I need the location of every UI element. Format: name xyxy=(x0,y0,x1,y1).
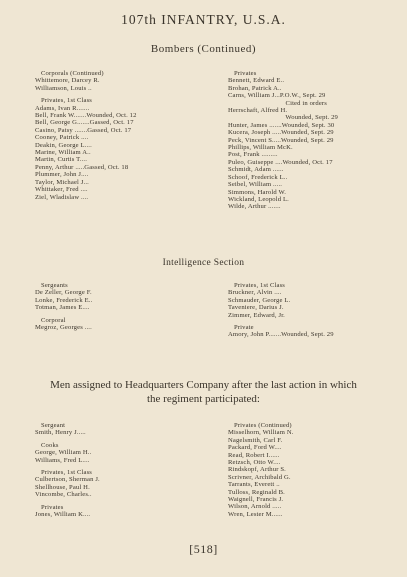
roster-entry: Vincombe, Charles.. xyxy=(35,491,92,499)
hq-assignment-line-1: Men assigned to Headquarters Company after the last action in which xyxy=(50,379,357,391)
roster-entry: Wilde, Arthur ....... xyxy=(228,203,281,211)
roster-entry: Read, Robert I...... xyxy=(228,451,280,459)
roster-entry: Williams, Fred L.... xyxy=(35,456,90,464)
roster-entry: Penny, Arthur .....Gassed, Oct. 18 xyxy=(35,163,129,171)
roster-entry: Jones, William K.... xyxy=(35,511,91,519)
intel-right-column xyxy=(228,282,334,339)
roster-entry: Peck, Vincent S.....Wounded, Sept. 29 xyxy=(228,136,334,144)
roster-entry: Smith, Henry J..... xyxy=(35,429,86,437)
roster-entry: Bell, George G.......Gassed, Oct. 17 xyxy=(35,119,134,127)
intelligence-section-title: Intelligence Section xyxy=(162,258,245,268)
roster-entry: Packard, Ford W.... xyxy=(228,444,282,452)
rank-subheading: Private xyxy=(234,324,254,332)
roster-entry: Shellhouse, Paul H. xyxy=(35,483,90,491)
rank-subheading: Privates (Continued) xyxy=(234,422,292,429)
roster-entry: Marine, William A.. xyxy=(35,149,91,157)
roster-entry: Taylor, Michael J... xyxy=(35,178,89,186)
bombers-left-column xyxy=(35,70,137,201)
roster-entry: Post, Frank ......... xyxy=(228,151,278,159)
roster-entry: Nagelsmith, Carl F. xyxy=(228,436,283,444)
rank-subheading: Privates xyxy=(234,70,257,77)
roster-entry: Wickland, Leopold L. xyxy=(228,195,289,203)
roster-entry: Herrschaft, Alfred H. xyxy=(228,107,288,115)
roster-entry: Zimmer, Edward, Jr. xyxy=(228,311,285,319)
page-number: [518] xyxy=(189,542,218,556)
roster-entry: Waignell, Francis J. xyxy=(228,496,284,504)
roster-entry: Bruckner, Alvin .... xyxy=(228,289,282,297)
roster-entry: Bell, Frank W.......Wounded, Oct. 12 xyxy=(35,112,137,120)
roster-entry: Wilson, Arnold ..... xyxy=(228,503,282,511)
rank-subheading: Privates, 1st Class xyxy=(41,469,93,477)
hq-assignment-line-2: the regiment participated: xyxy=(146,393,260,405)
roster-entry: Brohan, Patrick A.. xyxy=(228,84,282,92)
roster-entry: Schmidt, Adam ...... xyxy=(228,166,284,174)
hq-right-column xyxy=(228,422,294,518)
rank-subheading: Sergeants xyxy=(41,282,68,289)
roster-entry: Adams, Ivan R....... xyxy=(35,104,90,112)
roster-entry: Phillips, William McK. xyxy=(228,144,293,152)
roster-entry: Schmauder, George L. xyxy=(228,296,291,304)
rank-subheading: Sergeant xyxy=(41,422,66,429)
rank-subheading: Privates xyxy=(41,503,64,511)
roster-entry: Hunter, James .......Wounded, Sept. 30 xyxy=(228,121,335,129)
roster-entry: Whittemore, Darcey R. xyxy=(35,77,100,85)
roster-entry: Megroz, Georges .... xyxy=(35,324,92,332)
roster-entry: Wounded, Sept. 29 xyxy=(228,114,338,122)
roster-entry: Totman, James E.... xyxy=(35,304,90,312)
intel-left-column xyxy=(35,282,92,331)
roster-entry: Kucera, Joseph .....Wounded, Sept. 29 xyxy=(228,129,334,137)
roster-entry: De Zeller, George F. xyxy=(35,289,92,297)
rank-subheading: Corporal xyxy=(41,316,66,324)
roster-entry: Williamson, Louis .. xyxy=(35,84,92,92)
roster-entry: Misselhorn, William N. xyxy=(228,429,294,437)
roster-entry: Puleo, Guiseppe ....Wounded, Oct. 17 xyxy=(228,158,333,166)
roster-entry: Taveniere, Darius J. xyxy=(228,304,284,312)
roster-entry: Schoof, Frederick L.. xyxy=(228,173,288,181)
roster-entry: Bennett, Edward E.. xyxy=(228,77,285,85)
rank-subheading: Privates, 1st Class xyxy=(234,282,286,289)
hq-left-column xyxy=(35,422,100,518)
roster-entry: Martin, Curtis T.... xyxy=(35,156,88,164)
roster-entry: Amory, John P.......Wounded, Sept. 29 xyxy=(228,331,334,339)
roster-entry: George, William H.. xyxy=(35,449,92,457)
bombers-section-title: Bombers (Continued) xyxy=(150,43,257,55)
roster-entry: Scrivner, Archibald G. xyxy=(228,473,291,481)
roster-entry: Tarrants, Everett .. xyxy=(228,481,280,489)
roster-entry: Seibel, William ..... xyxy=(228,181,283,189)
rank-subheading: Cooks xyxy=(41,441,59,449)
roster-entry: Carns, William J...P.O.W., Sept. 29 xyxy=(228,92,326,100)
roster-entry: Whittaker, Fred .... xyxy=(35,186,88,194)
roster-entry: Rindskopf, Arthur S. xyxy=(228,466,286,474)
roster-entry: Casino, Patsy .......Gassed, Oct. 17 xyxy=(35,126,132,134)
roster-entry: Simmons, Harold W. xyxy=(228,188,287,196)
hq-assignment-heading xyxy=(0,378,407,406)
roster-entry: Cooney, Patrick .... xyxy=(35,134,89,142)
rank-subheading: Corporals (Continued) xyxy=(41,70,104,77)
rank-subheading: Privates, 1st Class xyxy=(41,97,93,105)
roster-entry: Retzsch, Otto W.... xyxy=(228,459,281,467)
page-header: 107th INFANTRY, U.S.A. xyxy=(121,12,286,27)
roster-entry: Tulloss, Reginald B. xyxy=(228,488,285,496)
roster-entry: Cited in orders xyxy=(228,99,327,107)
roster-entry: Ziel, Wladislaw .... xyxy=(35,193,89,201)
roster-entry: Culbertson, Sherman J. xyxy=(35,476,100,484)
roster-entry: Wren, Lester M...... xyxy=(228,510,283,518)
roster-entry: Lonke, Frederick E.. xyxy=(35,296,93,304)
bombers-right-column xyxy=(228,70,338,211)
roster-entry: Plummer, John J.... xyxy=(35,171,89,179)
roster-entry: Deakin, George L.... xyxy=(35,141,92,149)
